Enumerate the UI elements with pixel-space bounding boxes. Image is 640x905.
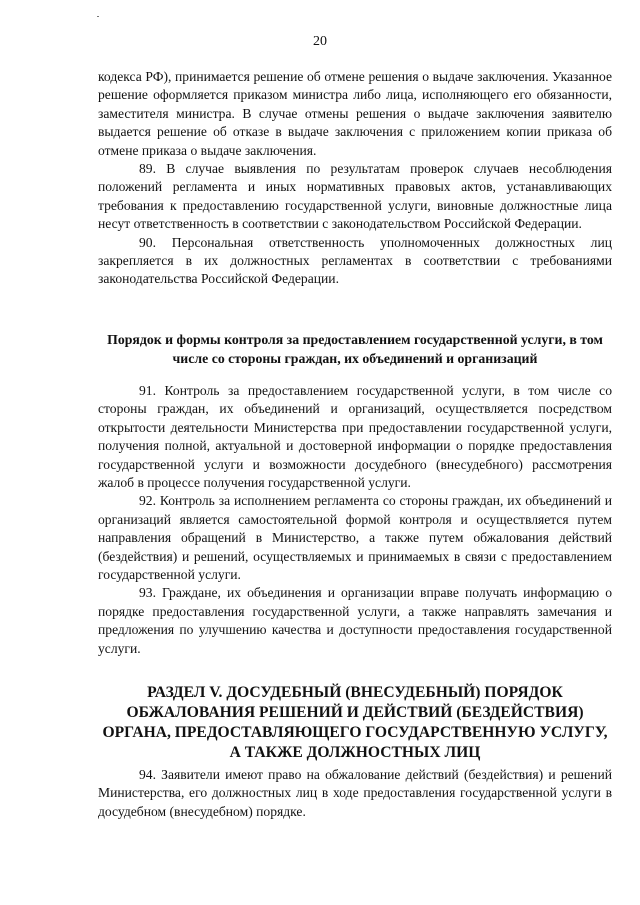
paragraph-91: 91. Контроль за предоставлением государственной услуги, в том числе со стороны граждан, их объединений и организаций, осуществляется посредством открытости деятельности Министерства при предоставлении государственной услуги, получения полной, актуальной и достоверной информации о порядке предоставления государственной услуги и возможности досудебного (внесудебного) рассмотрения жалоб в процессе получения государственной услуги. xyxy=(98,383,612,491)
text-block-bottom xyxy=(98,766,612,821)
paragraph-94: 94. Заявители имеют право на обжалование действий (бездействия) и решений Министерства, его должностных лиц в ходе предоставления государственной услуги в досудебном (внесудебном) порядке. xyxy=(98,767,612,819)
scan-mark xyxy=(97,16,99,17)
page-number: 20 xyxy=(313,34,327,49)
paragraph-90: 90. Персональная ответственность уполномоченных должностных лиц закрепляется в их должностных регламентах в соответствии с требованиями законодательства Российской Федерации. xyxy=(98,234,612,287)
paragraph-continuation: кодекса РФ), принимается решение об отмене решения о выдаче заключения. Указанное решение оформляется приказом министра либо лица, исполняющего его обязанности, заместителя министра. В случае отмены решения о выдаче заключения заявителю выдается решение об отказе в выдаче заключения с приложением копии приказа об отмене приказа о выдаче заключения. xyxy=(98,69,612,158)
paragraph-92: 92. Контроль за исполнением регламента со стороны граждан, их объединений и организаций является самостоятельной формой контроля и осуществляется путем направления обращений в Министерство, а также путем обжалования действий (бездействия) и решений, осуществляемых и принимаемых в связи с предоставлением государственной услуги. xyxy=(98,493,612,583)
paragraph-93: 93. Граждане, их объединения и организации вправе получать информацию о порядке предоставления государственной услуги, а также направлять замечания и предложения по улучшению качества и доступности предоставления государственной услуги. xyxy=(98,585,612,656)
subsection-heading: Порядок и формы контроля за предоставлением государственной услуги, в том числе со стороны граждан, их объединений и организаций xyxy=(107,332,603,366)
text-block-middle xyxy=(98,382,612,658)
paragraph-89: 89. В случае выявления по результатам проверок случаев несоблюдения положений регламента и иных нормативных правовых актов, устанавливающих требования к предоставлению государственной услуги, виновные должностные лица несут ответственность в соответствии с законодательством Российской Федерации. xyxy=(98,161,612,232)
section-title: РАЗДЕЛ V. ДОСУДЕБНЫЙ (ВНЕСУДЕБНЫЙ) ПОРЯДОК ОБЖАЛОВАНИЯ РЕШЕНИЙ И ДЕЙСТВИЙ (БЕЗДЕЙСТВИЯ) ОРГАНА, ПРЕДОСТАВЛЯЮЩЕГО ГОСУДАРСТВЕННУЮ УСЛУГУ, А ТАКЖЕ ДОЛЖНОСТНЫХ ЛИЦ xyxy=(102,684,608,761)
text-block-top xyxy=(98,68,612,289)
